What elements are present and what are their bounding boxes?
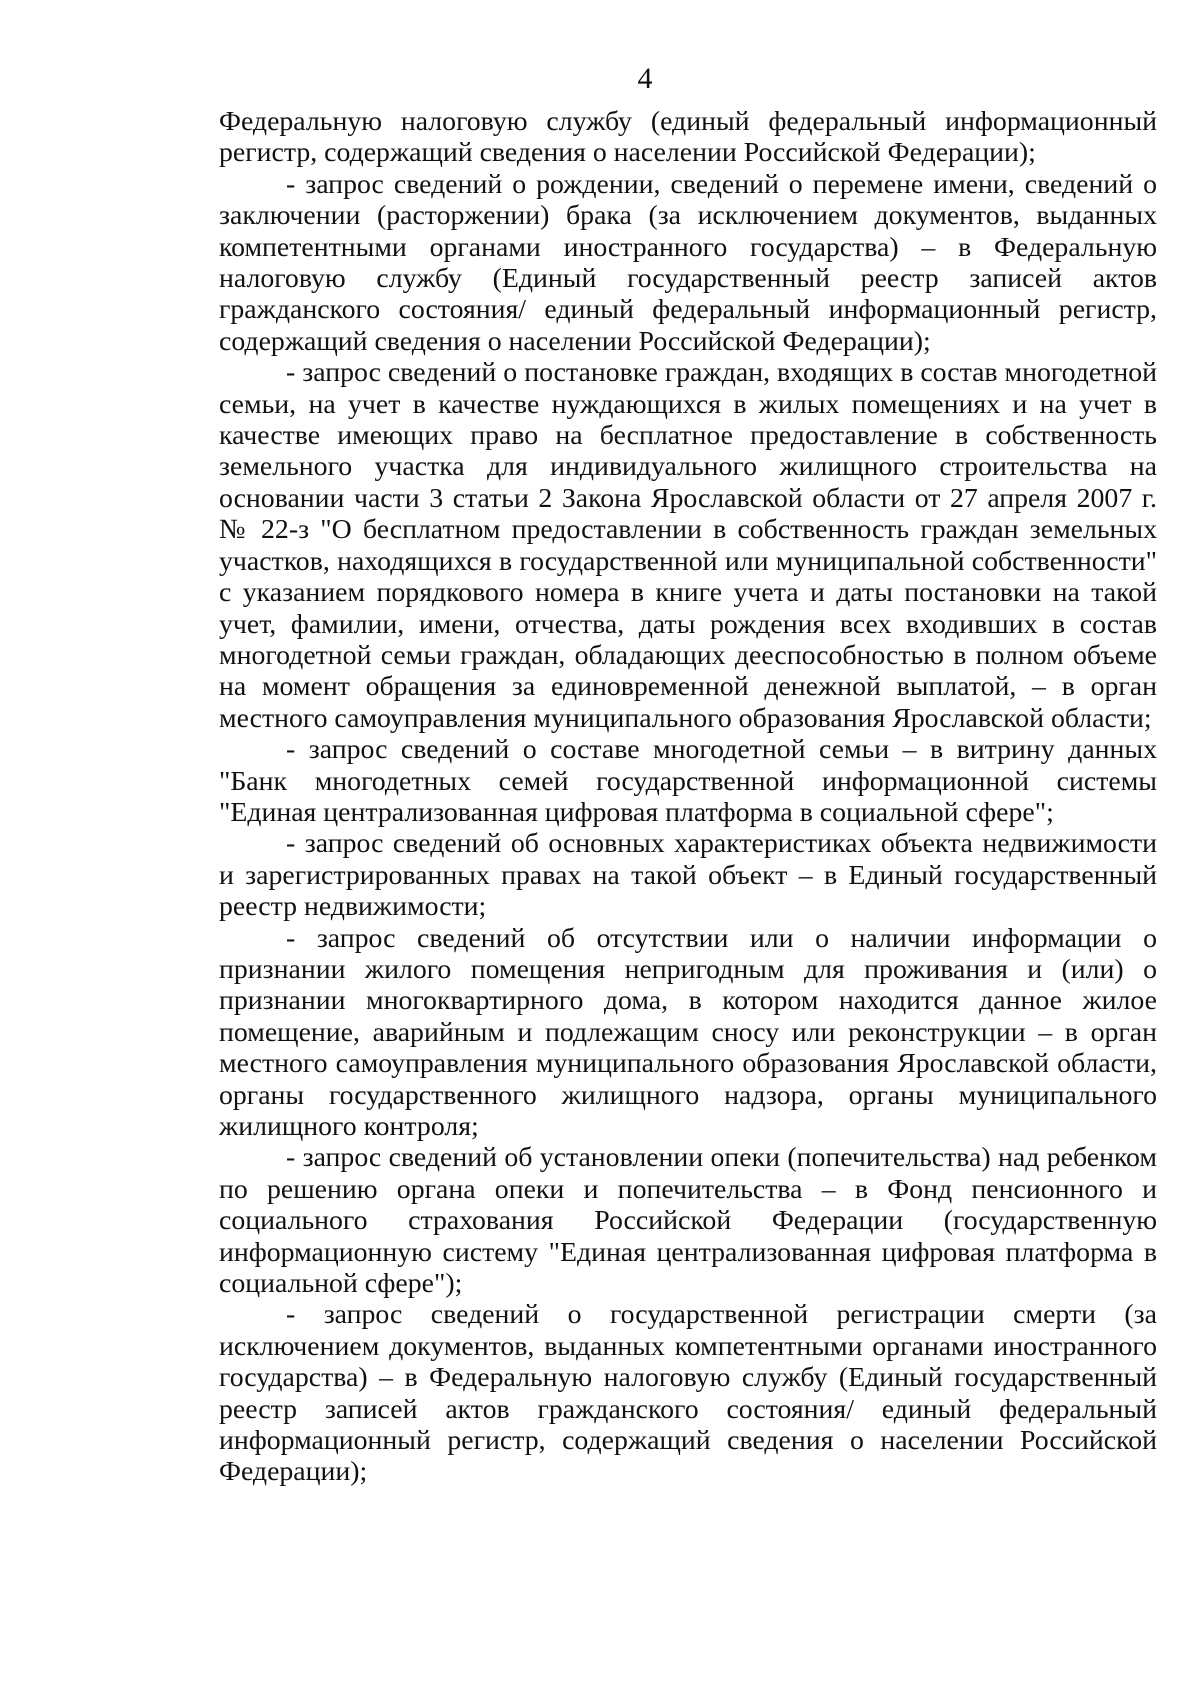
page-number: 4 bbox=[637, 62, 653, 95]
paragraph-real-estate-request: - запрос сведений об основных характеристиках объекта недвижимости и зарегистрированных правах на такой объект – в Единый государственный реестр недвижимости; bbox=[219, 828, 1157, 923]
document-body bbox=[219, 106, 1157, 1488]
paragraph-death-registration-request: - запрос сведений о государственной регистрации смерти (за исключением документов, выданных компетентными органами иностранного государства) – в Федеральную налоговую службу (Единый государственный реестр записей актов гражданского состояния/ единый федеральный информационный регистр, содержащий сведения о населении Российской Федерации); bbox=[219, 1299, 1157, 1488]
paragraph-guardianship-request: - запрос сведений об установлении опеки (попечительства) над ребенком по решению органа опеки и попечительства – в Фонд пенсионного и социального страхования Российской Федерации (государственную информационную систему "Единая централизованная цифровая платформа в социальной сфере"); bbox=[219, 1142, 1157, 1300]
paragraph-housing-registration-request: - запрос сведений о постановке граждан, входящих в состав многодетной семьи, на учет в качестве нуждающихся в жилых помещениях и на учет в качестве имеющих право на бесплатное предоставление в собственность земельного участка для индивидуального жилищного строительства на основании части 3 статьи 2 Закона Ярославской области от 27 апреля 2007 г. № 22-з "О бесплатном предоставлении в собственность граждан земельных участков, находящихся в государственной или муниципальной собственности" с указанием порядкового номера в книге учета и даты постановки на такой учет, фамилии, имени, отчества, даты рождения всех входивших в состав многодетной семьи граждан, обладающих дееспособностью в полном объеме на момент обращения за единовременной денежной выплатой, – в орган местного самоуправления муниципального образования Ярославской области; bbox=[219, 357, 1157, 734]
paragraph-family-composition-request: - запрос сведений о составе многодетной семьи – в витрину данных "Банк многодетных семей государственной информационной системы "Единая централизованная цифровая платформа в социальной сфере"; bbox=[219, 734, 1157, 828]
paragraph-continuation: Федеральную налоговую службу (единый федеральный информационный регистр, содержащий сведения о населении Российской Федерации); bbox=[219, 106, 1157, 169]
paragraph-unfit-housing-request: - запрос сведений об отсутствии или о наличии информации о признании жилого помещения непригодным для проживания и (или) о признании многоквартирного дома, в котором находится данное жилое помещение, аварийным и подлежащим сносу или реконструкции – в орган местного самоуправления муниципального образования Ярославской области, органы государственного жилищного надзора, органы муниципального жилищного контроля; bbox=[219, 922, 1157, 1142]
paragraph-birth-name-marriage-request: - запрос сведений о рождении, сведений о перемене имени, сведений о заключении (расторжении) брака (за исключением документов, выданных компетентными органами иностранного государства) – в Федеральную налоговую службу (Единый государственный реестр записей актов гражданского состояния/ единый федеральный информационный регистр, содержащий сведения о населении Российской Федерации); bbox=[219, 168, 1157, 357]
